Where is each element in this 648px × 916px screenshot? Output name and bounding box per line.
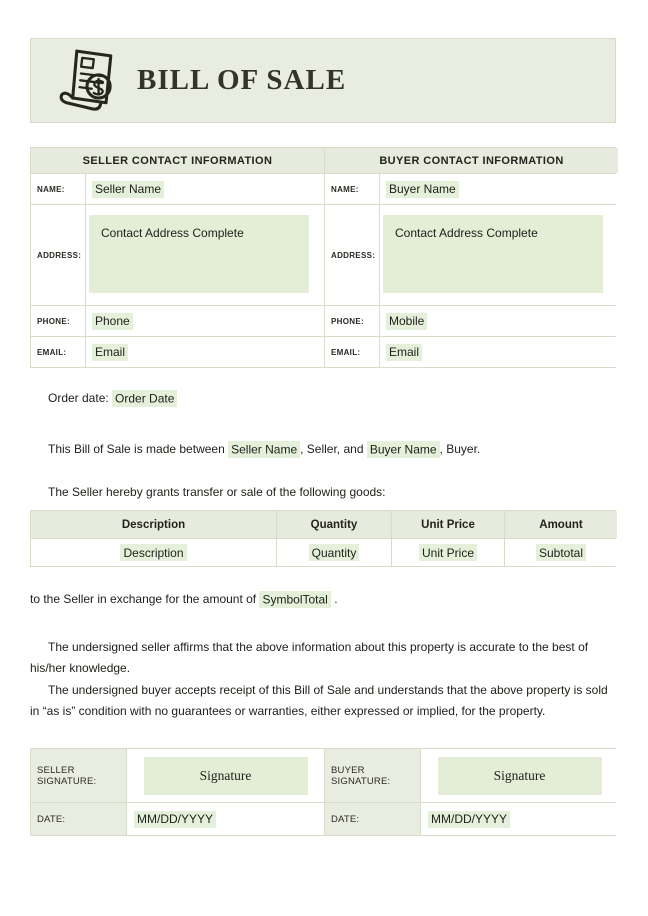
seller-phone-label: PHONE:: [31, 306, 85, 336]
quantity-field[interactable]: Quantity: [309, 544, 360, 561]
document-header: [30, 38, 616, 123]
parties-text-mid: , Seller, and: [300, 442, 367, 456]
buyer-date-label: DATE:: [325, 803, 420, 835]
seller-address-field[interactable]: Contact Address Complete: [89, 215, 309, 293]
parties-text-suffix: , Buyer.: [439, 442, 481, 456]
goods-intro-sentence: The Seller hereby grants transfer or sale of the following goods:: [48, 485, 386, 499]
unit-price-field[interactable]: Unit Price: [419, 544, 477, 561]
goods-table: [30, 510, 616, 567]
description-field[interactable]: Description: [120, 544, 186, 561]
buyer-address-cell: [380, 205, 618, 305]
seller-email-field[interactable]: Email: [92, 344, 128, 361]
seller-date-field[interactable]: MM/DD/YYYY: [134, 811, 216, 828]
parties-sentence: [48, 441, 480, 458]
buyer-date-field[interactable]: MM/DD/YYYY: [428, 811, 510, 828]
intro-seller-name-field[interactable]: Seller Name: [228, 441, 300, 458]
seller-name-field[interactable]: Seller Name: [92, 181, 164, 198]
intro-buyer-name-field[interactable]: Buyer Name: [367, 441, 440, 458]
buyer-name-field[interactable]: Buyer Name: [386, 181, 459, 198]
goods-row-amount-cell: [505, 539, 617, 566]
seller-address-label: ADDRESS:: [31, 205, 85, 305]
buyer-signature-field[interactable]: Signature: [438, 757, 602, 795]
total-amount-field[interactable]: SymbolTotal: [259, 591, 330, 608]
buyer-date-cell: [421, 803, 618, 835]
buyer-phone-label: PHONE:: [325, 306, 379, 336]
buyer-signature-cell: [421, 749, 618, 802]
seller-affirmation-paragraph: The undersigned seller affirms that the above information about this property is accurate to the best of his/her knowledge.: [30, 640, 589, 675]
goods-header-amount: Amount: [505, 511, 617, 538]
seller-address-cell: [86, 205, 324, 305]
goods-header-quantity: Quantity: [277, 511, 391, 538]
contact-info-table: [30, 147, 616, 368]
amount-text-suffix: .: [330, 592, 338, 606]
goods-row-unit-price-cell: [392, 539, 504, 566]
seller-name-cell: [86, 174, 324, 204]
seller-email-cell: [86, 337, 324, 367]
buyer-name-cell: [380, 174, 618, 204]
seller-name-label: NAME:: [31, 174, 85, 204]
buyer-email-field[interactable]: Email: [386, 344, 422, 361]
subtotal-field[interactable]: Subtotal: [536, 544, 586, 561]
buyer-affirmation-paragraph: The undersigned buyer accepts receipt of this Bill of Sale and understands that the above property is sold in “as is” condition with no guarantees or warranties, either expressed or implied, for the property.: [30, 683, 608, 718]
buyer-contact-header: BUYER CONTACT INFORMATION: [325, 148, 618, 173]
buyer-phone-cell: [380, 306, 618, 336]
buyer-address-field[interactable]: Contact Address Complete: [383, 215, 603, 293]
signature-table: [30, 748, 616, 836]
goods-row-quantity-cell: [277, 539, 391, 566]
seller-contact-header: SELLER CONTACT INFORMATION: [31, 148, 324, 173]
receipt-dollar-icon: [53, 45, 121, 117]
seller-signature-field[interactable]: Signature: [144, 757, 308, 795]
amount-sentence: [30, 591, 338, 608]
buyer-phone-field[interactable]: Mobile: [386, 313, 427, 330]
amount-text-prefix: to the Seller in exchange for the amount of: [30, 592, 260, 606]
page-title: BILL OF SALE: [137, 64, 347, 96]
order-date-label: Order date:: [48, 391, 109, 405]
order-date-line: [48, 390, 177, 407]
goods-header-unit-price: Unit Price: [392, 511, 504, 538]
seller-signature-label: SELLER SIGNATURE:: [31, 749, 126, 802]
seller-phone-cell: [86, 306, 324, 336]
order-date-field[interactable]: Order Date: [112, 390, 177, 407]
seller-signature-cell: [127, 749, 324, 802]
goods-row-description-cell: [31, 539, 276, 566]
seller-phone-field[interactable]: Phone: [92, 313, 133, 330]
goods-header-description: Description: [31, 511, 276, 538]
buyer-email-label: EMAIL:: [325, 337, 379, 367]
seller-date-label: DATE:: [31, 803, 126, 835]
parties-text-prefix: This Bill of Sale is made between: [48, 442, 229, 456]
buyer-signature-label: BUYER SIGNATURE:: [325, 749, 420, 802]
buyer-name-label: NAME:: [325, 174, 379, 204]
buyer-email-cell: [380, 337, 618, 367]
buyer-address-label: ADDRESS:: [325, 205, 379, 305]
seller-email-label: EMAIL:: [31, 337, 85, 367]
seller-date-cell: [127, 803, 324, 835]
